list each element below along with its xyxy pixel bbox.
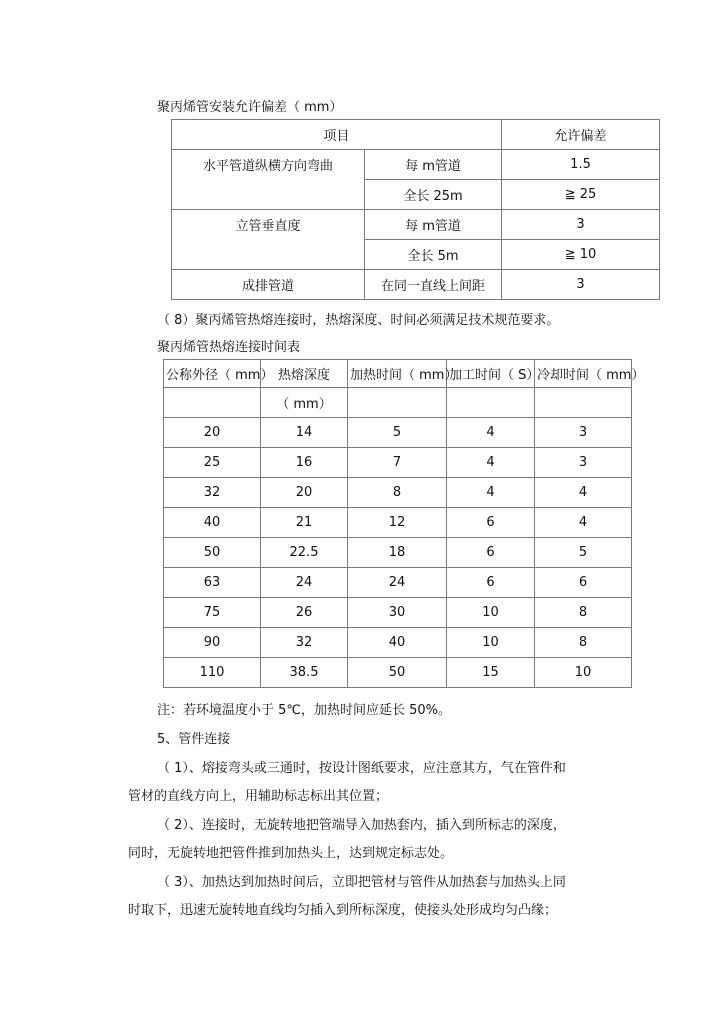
table-cell: 4 — [447, 478, 535, 508]
group-cell: 成排管道 — [172, 270, 365, 300]
table-cell: 6 — [535, 568, 632, 598]
value-cell: 3 — [502, 210, 660, 240]
table-cell: 15 — [447, 658, 535, 688]
table-cell: 6 — [447, 508, 535, 538]
table-cell: 40 — [164, 508, 261, 538]
note: 注：若环境温度小于 5℃，加热时间应延长 50%。 — [157, 703, 452, 718]
table-header-row — [172, 120, 660, 150]
value-cell: ≧ 25 — [502, 180, 660, 210]
fusion-time-table — [163, 359, 645, 688]
table-row — [164, 478, 632, 508]
header-deviation: 允许偏差 — [502, 120, 660, 150]
table-cell: 20 — [164, 418, 261, 448]
table-cell: 6 — [447, 538, 535, 568]
condition-cell: 全长 25m — [365, 180, 502, 210]
paragraph-1-line-2: 管材的直线方向上，用辅助标志标出其位置； — [128, 789, 389, 804]
condition-cell: 每 m管道 — [365, 150, 502, 180]
value-cell: ≧ 10 — [502, 240, 660, 270]
table-row — [164, 448, 632, 478]
table-row — [164, 598, 632, 628]
table-cell: 40 — [348, 628, 447, 658]
condition-cell: 每 m管道 — [365, 210, 502, 240]
paragraph-1-line-1: （ 1）、熔接弯头或三通时，按设计图纸要求，应注意其方，气在管件和 — [157, 761, 566, 776]
table-cell: 4 — [535, 508, 632, 538]
header-blank — [164, 388, 261, 418]
table-body — [164, 418, 632, 688]
table-cell: 63 — [164, 568, 261, 598]
table-cell: 3 — [535, 418, 632, 448]
table-cell: 75 — [164, 598, 261, 628]
condition-cell: 全长 5m — [365, 240, 502, 270]
table-cell: 5 — [535, 538, 632, 568]
table-cell: 21 — [261, 508, 348, 538]
value-cell: 1.5 — [502, 150, 660, 180]
section-heading: 5、管件连接 — [157, 732, 231, 747]
table-cell: 12 — [348, 508, 447, 538]
paragraph-3-line-1: （ 3）、加热达到加热时间后，立即把管材与管件从加热套与加热头上同 — [157, 875, 566, 890]
group-cell: 立管垂直度 — [172, 210, 365, 270]
table-cell: 4 — [447, 448, 535, 478]
paragraph-2-line-1: （ 2）、连接时，无旋转地把管端导入加热套内，插入到所标志的深度， — [157, 818, 566, 833]
condition-cell: 在同一直线上间距 — [365, 270, 502, 300]
table-cell: 14 — [261, 418, 348, 448]
table-row — [172, 150, 660, 180]
value-cell: 3 — [502, 270, 660, 300]
table-cell: 4 — [535, 478, 632, 508]
header-depth: 热熔深度 — [261, 360, 348, 388]
table-row — [164, 418, 632, 448]
table-row — [164, 538, 632, 568]
paragraph-8: （ 8）聚丙烯管热熔连接时，热熔深度、时间必须满足技术规范要求。 — [157, 313, 560, 328]
table-row — [164, 508, 632, 538]
group-cell: 水平管道纵横方向弯曲 — [172, 150, 365, 210]
table-cell: 10 — [447, 628, 535, 658]
header-blank — [447, 388, 535, 418]
table-cell: 25 — [164, 448, 261, 478]
header-blank — [535, 388, 632, 418]
table1-caption: 聚丙烯管安装允许偏差（ mm） — [157, 100, 343, 115]
table-cell: 8 — [535, 598, 632, 628]
table-cell: 7 — [348, 448, 447, 478]
table-cell: 10 — [535, 658, 632, 688]
table-cell: 16 — [261, 448, 348, 478]
table-cell: 32 — [261, 628, 348, 658]
table-row — [172, 270, 660, 300]
table-cell: 32 — [164, 478, 261, 508]
table-cell: 18 — [348, 538, 447, 568]
table-cell: 6 — [447, 568, 535, 598]
table-cell: 24 — [261, 568, 348, 598]
table-row — [164, 628, 632, 658]
table-cell: 22.5 — [261, 538, 348, 568]
paragraph-3-line-2: 时取下，迅速无旋转地直线均匀插入到所标深度，使接头处形成均匀凸缘； — [128, 903, 558, 918]
header-diameter: 公称外径（ mm） — [164, 360, 261, 388]
table-cell: 3 — [535, 448, 632, 478]
table-row — [172, 210, 660, 240]
table-cell: 50 — [348, 658, 447, 688]
table-cell: 10 — [447, 598, 535, 628]
table-cell: 24 — [348, 568, 447, 598]
header-heating-time: 加热时间（ mm） — [348, 360, 447, 388]
table-cell: 50 — [164, 538, 261, 568]
paragraph-2-line-2: 同时，无旋转地把管件推到加热头上，达到规定标志处。 — [128, 846, 454, 861]
table-cell: 8 — [348, 478, 447, 508]
table-cell: 110 — [164, 658, 261, 688]
table-header-row — [164, 360, 632, 388]
header-depth-unit: （ mm） — [261, 388, 348, 418]
header-cooling-time: 冷却时间（ mm） — [535, 360, 632, 388]
header-item: 项目 — [172, 120, 502, 150]
table-cell: 30 — [348, 598, 447, 628]
table-row — [164, 568, 632, 598]
table-cell: 5 — [348, 418, 447, 448]
table-cell: 4 — [447, 418, 535, 448]
table-cell: 8 — [535, 628, 632, 658]
table-row — [164, 658, 632, 688]
table-header-row-2 — [164, 388, 632, 418]
table-cell: 20 — [261, 478, 348, 508]
table-cell: 90 — [164, 628, 261, 658]
header-processing-time: 加工时间（ S） — [447, 360, 535, 388]
header-blank — [348, 388, 447, 418]
deviation-table — [171, 119, 660, 300]
table-cell: 26 — [261, 598, 348, 628]
table-cell: 38.5 — [261, 658, 348, 688]
table2-caption: 聚丙烯管热熔连接时间表 — [157, 340, 301, 355]
